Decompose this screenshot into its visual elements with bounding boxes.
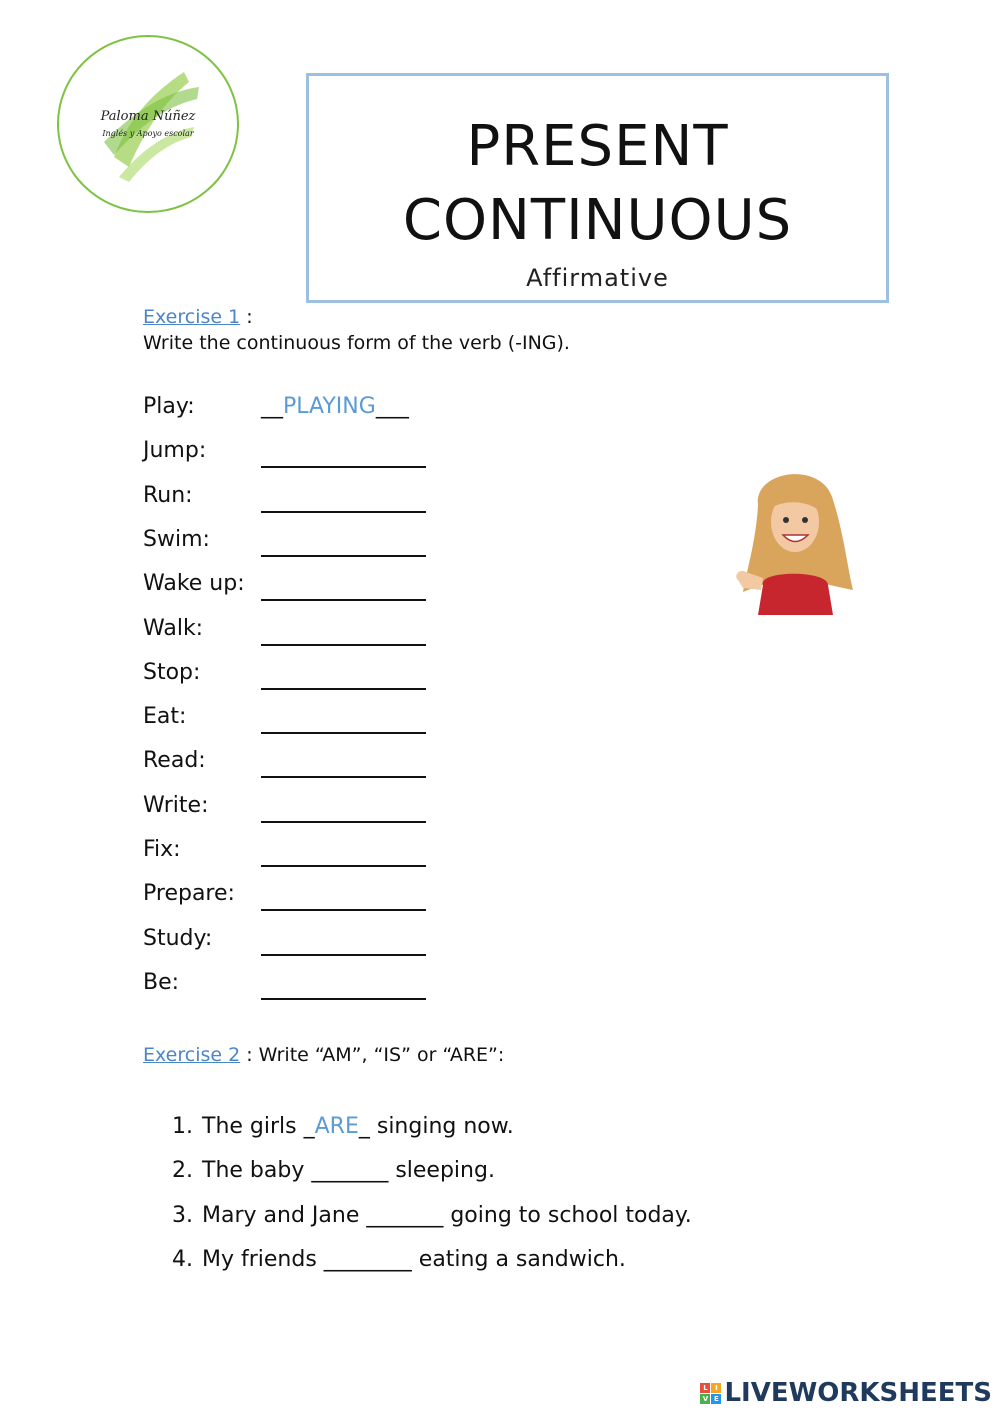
logo-tagline: Inglés y Apoyo escolar xyxy=(102,129,194,138)
verb-label: Play: xyxy=(143,394,195,419)
answer-blank[interactable] xyxy=(261,599,426,601)
answer-blank[interactable] xyxy=(261,644,426,646)
sentence-number: 2. xyxy=(172,1158,193,1184)
verb-label: Prepare: xyxy=(143,881,235,907)
answer-blank[interactable] xyxy=(261,998,426,1000)
sentence-text: Mary and Jane _______ going to school today. xyxy=(202,1202,692,1228)
verb-label: Study: xyxy=(143,925,213,951)
answer-blank[interactable] xyxy=(261,688,426,690)
verb-row xyxy=(143,483,503,523)
logo xyxy=(57,35,239,213)
answer-blank[interactable] xyxy=(261,865,426,867)
answer-blank[interactable] xyxy=(261,821,426,823)
verb-label: Jump: xyxy=(143,438,207,464)
verb-label: Be: xyxy=(143,969,180,995)
title-box xyxy=(306,73,889,303)
answer-blank[interactable] xyxy=(261,776,426,778)
answer-blank[interactable] xyxy=(261,732,426,734)
verb-row xyxy=(143,926,503,966)
answer-blank[interactable] xyxy=(261,909,426,911)
title-subtitle: Affirmative xyxy=(526,264,669,292)
exercise-2-heading xyxy=(143,1044,504,1066)
verb-row xyxy=(143,571,503,611)
liveworksheets-brand xyxy=(700,1378,992,1408)
verb-label: Walk: xyxy=(143,615,204,641)
sentence-text: The girls _ xyxy=(202,1114,315,1139)
verb-answer[interactable]: __PLAYING___ xyxy=(261,394,409,419)
verb-row xyxy=(143,616,503,656)
verb-label: Swim: xyxy=(143,526,210,552)
title-line-2: CONTINUOUS xyxy=(402,188,793,253)
verb-row xyxy=(143,527,503,567)
sentence-item xyxy=(172,1158,495,1183)
verb-row xyxy=(143,394,503,434)
verb-row xyxy=(143,970,503,1010)
verb-row xyxy=(143,837,503,877)
avatar-icon xyxy=(728,460,858,620)
verb-label: Read: xyxy=(143,748,206,774)
brand-text: LIVEWORKSHEETS xyxy=(724,1378,992,1408)
liveworksheets-logo-icon: L I V E xyxy=(700,1383,721,1404)
sentence-number: 3. xyxy=(172,1202,193,1228)
exercise-2-instruction: : Write “AM”, “IS” or “ARE”: xyxy=(240,1044,505,1066)
verb-label: Eat: xyxy=(143,704,187,730)
exercise-2-label: Exercise 2 xyxy=(143,1044,241,1066)
sentence-item xyxy=(172,1114,514,1139)
verb-row xyxy=(143,881,503,921)
brush-stroke-icon xyxy=(59,37,237,211)
sentence-text: The baby _______ sleeping. xyxy=(202,1158,495,1184)
exercise-1-label: Exercise 1 xyxy=(143,306,241,328)
verb-row xyxy=(143,793,503,833)
verb-label: Wake up: xyxy=(143,571,245,597)
sentence-number: 4. xyxy=(172,1246,193,1272)
verb-row xyxy=(143,748,503,788)
verb-row xyxy=(143,704,503,744)
answer-blank[interactable] xyxy=(261,511,426,513)
exercise-1-heading xyxy=(143,306,253,328)
sentence-text: My friends ________ eating a sandwich. xyxy=(202,1246,626,1272)
sentence-answer[interactable]: ARE xyxy=(314,1114,359,1139)
sentence-number: 1. xyxy=(172,1114,193,1139)
answer-blank[interactable] xyxy=(261,466,426,468)
exercise-1-separator: : xyxy=(240,306,253,328)
sentence-item xyxy=(172,1247,626,1272)
title-line-1: PRESENT xyxy=(466,114,729,179)
verb-row xyxy=(143,660,503,700)
exercise-1-instruction: Write the continuous form of the verb (-ING). xyxy=(143,332,570,354)
verb-label: Write: xyxy=(143,792,209,818)
answer-blank[interactable] xyxy=(261,954,426,956)
answer-blank[interactable] xyxy=(261,555,426,557)
verb-row xyxy=(143,438,503,478)
verb-label: Run: xyxy=(143,482,193,508)
verb-label: Stop: xyxy=(143,659,201,685)
sentence-item xyxy=(172,1203,692,1228)
verb-label: Fix: xyxy=(143,837,181,862)
sentence-text-after: _ singing now. xyxy=(358,1114,514,1139)
logo-name: Paloma Núñez xyxy=(100,109,196,124)
